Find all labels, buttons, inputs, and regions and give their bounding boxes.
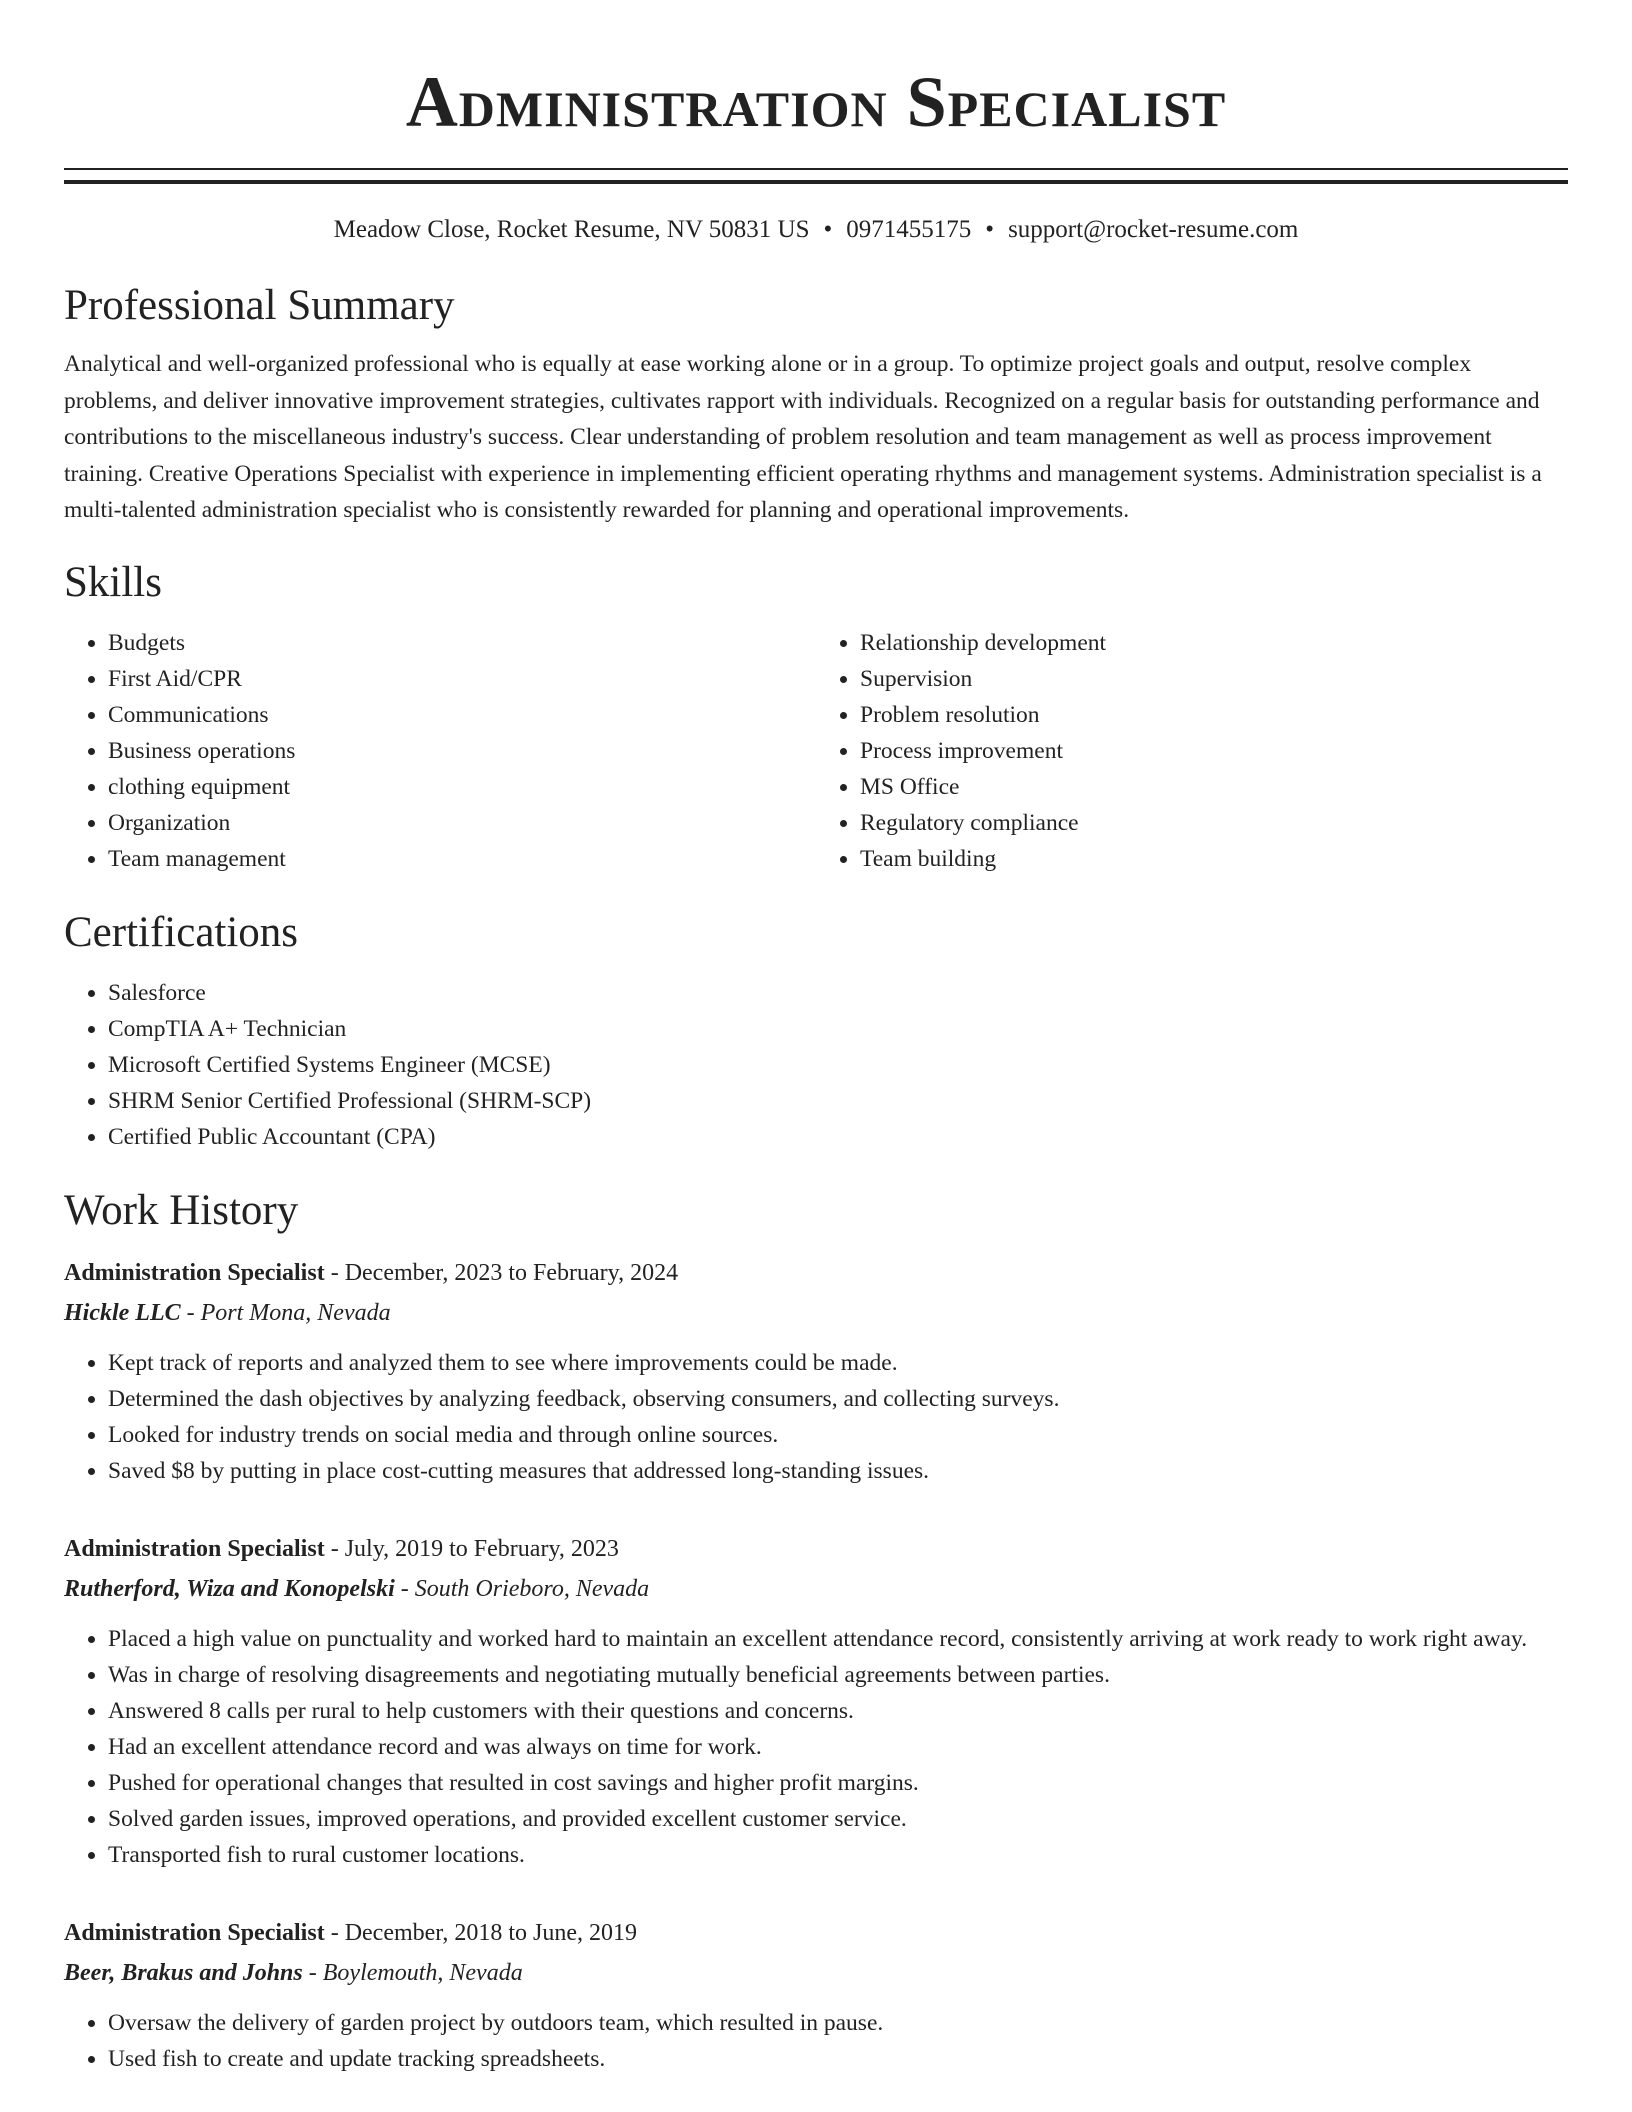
skills-columns <box>64 625 1568 877</box>
job-dates: December, 2023 to February, 2024 <box>344 1259 679 1286</box>
job-company: Beer, Brakus and Johns <box>64 1959 303 1986</box>
skill-item: • Regulatory compliance <box>860 805 1568 841</box>
job-dates: December, 2018 to June, 2019 <box>344 1919 637 1946</box>
job-dates: July, 2019 to February, 2023 <box>344 1535 619 1562</box>
job-bullet: • Transported fish to rural customer locations. <box>108 1837 1568 1873</box>
job-bullet: • Was in charge of resolving disagreements and negotiating mutually beneficial agreements between parties. <box>108 1657 1568 1693</box>
job-header: Administration Specialist - December, 2018 to June, 2019 <box>64 1919 637 1946</box>
skills-list-left <box>64 625 816 877</box>
contact-separator: • <box>985 216 995 243</box>
work-history-heading: Work History <box>64 1186 299 1234</box>
skill-item: • Business operations <box>108 733 816 769</box>
job-header: Administration Specialist - July, 2019 to February, 2023 <box>64 1535 619 1562</box>
certification-item: • Certified Public Accountant (CPA) <box>108 1119 1568 1155</box>
skill-item: • clothing equipment <box>108 769 816 805</box>
skills-column-left <box>64 625 816 877</box>
certification-item: • Microsoft Certified Systems Engineer (MCSE) <box>108 1047 1568 1083</box>
skill-item: • Team building <box>860 841 1568 877</box>
certifications-list <box>64 975 1568 1155</box>
job-bullet: • Had an excellent attendance record and was always on time for work. <box>108 1729 1568 1765</box>
job-bullets <box>64 1621 1568 1873</box>
skill-item: • Supervision <box>860 661 1568 697</box>
resume-name: Administration Specialist <box>405 62 1227 142</box>
job-bullet: • Determined the dash objectives by analyzing feedback, observing consumers, and collecting surveys. <box>108 1381 1568 1417</box>
job-location: Boylemouth, Nevada <box>322 1959 523 1986</box>
contact-line <box>64 212 1568 248</box>
certifications-heading: Certifications <box>64 908 299 956</box>
skill-item: • Organization <box>108 805 816 841</box>
job-location: Port Mona, Nevada <box>200 1299 391 1326</box>
skills-list-right <box>816 625 1568 877</box>
header-divider <box>64 168 1568 184</box>
contact-separator: • <box>823 216 833 243</box>
skill-item: • Problem resolution <box>860 697 1568 733</box>
job-company: Rutherford, Wiza and Konopelski <box>64 1575 395 1602</box>
skill-item: • Budgets <box>108 625 816 661</box>
job-title: Administration Specialist <box>64 1535 325 1562</box>
job-bullet: • Placed a high value on punctuality and worked hard to maintain an excellent attendance record, consistently arriving at work ready to work right away. <box>108 1621 1568 1657</box>
job-bullet: • Kept track of reports and analyzed them to see where improvements could be made. <box>108 1345 1568 1381</box>
job-bullet: • Answered 8 calls per rural to help customers with their questions and concerns. <box>108 1693 1568 1729</box>
job-company-line: Hickle LLC - Port Mona, Nevada <box>64 1299 391 1326</box>
certification-item: • SHRM Senior Certified Professional (SHRM-SCP) <box>108 1083 1568 1119</box>
certification-item: • CompTIA A+ Technician <box>108 1011 1568 1047</box>
job-bullets <box>64 2005 1568 2077</box>
job-title: Administration Specialist <box>64 1919 325 1946</box>
job-bullet: • Oversaw the delivery of garden project by outdoors team, which resulted in pause. <box>108 2005 1568 2041</box>
contact-address: Meadow Close, Rocket Resume, NV 50831 US <box>333 216 810 243</box>
job-bullet: • Used fish to create and update tracking spreadsheets. <box>108 2041 1568 2077</box>
skill-item: • Process improvement <box>860 733 1568 769</box>
skill-item: • Communications <box>108 697 816 733</box>
job-bullet: • Saved $8 by putting in place cost-cutting measures that addressed long-standing issues. <box>108 1453 1568 1489</box>
contact-email: support@rocket-resume.com <box>1008 216 1299 243</box>
job-bullet: • Looked for industry trends on social media and through online sources. <box>108 1417 1568 1453</box>
job-bullet: • Pushed for operational changes that resulted in cost savings and higher profit margins. <box>108 1765 1568 1801</box>
skill-item: • MS Office <box>860 769 1568 805</box>
job-title: Administration Specialist <box>64 1259 325 1286</box>
job-bullet: • Solved garden issues, improved operations, and provided excellent customer service. <box>108 1801 1568 1837</box>
job-entry <box>64 1529 1568 1873</box>
contact-phone: 0971455175 <box>846 216 972 243</box>
skill-item: • First Aid/CPR <box>108 661 816 697</box>
summary-heading: Professional Summary <box>64 282 455 329</box>
job-bullets <box>64 1345 1568 1489</box>
skills-column-right <box>816 625 1568 877</box>
job-entry <box>64 1253 1568 1489</box>
skills-heading: Skills <box>64 558 162 606</box>
skill-item: • Relationship development <box>860 625 1568 661</box>
job-company-line: Beer, Brakus and Johns - Boylemouth, Nevada <box>64 1959 523 1986</box>
certification-item: • Salesforce <box>108 975 1568 1011</box>
job-company-line: Rutherford, Wiza and Konopelski - South Orieboro, Nevada <box>64 1575 650 1602</box>
job-company: Hickle LLC <box>64 1299 181 1326</box>
job-location: South Orieboro, Nevada <box>414 1575 650 1602</box>
job-entry <box>64 1913 1568 2077</box>
skill-item: • Team management <box>108 841 816 877</box>
job-header: Administration Specialist - December, 2023 to February, 2024 <box>64 1259 679 1286</box>
summary-text: Analytical and well-organized professional who is equally at ease working alone or in a group. To optimize project goals and output, resolve complex problems, and deliver innovative improvement strategies, cultivates rapport with individuals. Recognized on a regular basis for outstanding performance and contributions to the miscellaneous industry's success. Clear understanding of problem resolution and team management as well as process improvement training. Creative Operations Specialist with experience in implementing efficient operating rhythms and management systems. Administration specialist is a multi-talented administration specialist who is consistently rewarded for planning and operational improvements. <box>64 351 1542 523</box>
